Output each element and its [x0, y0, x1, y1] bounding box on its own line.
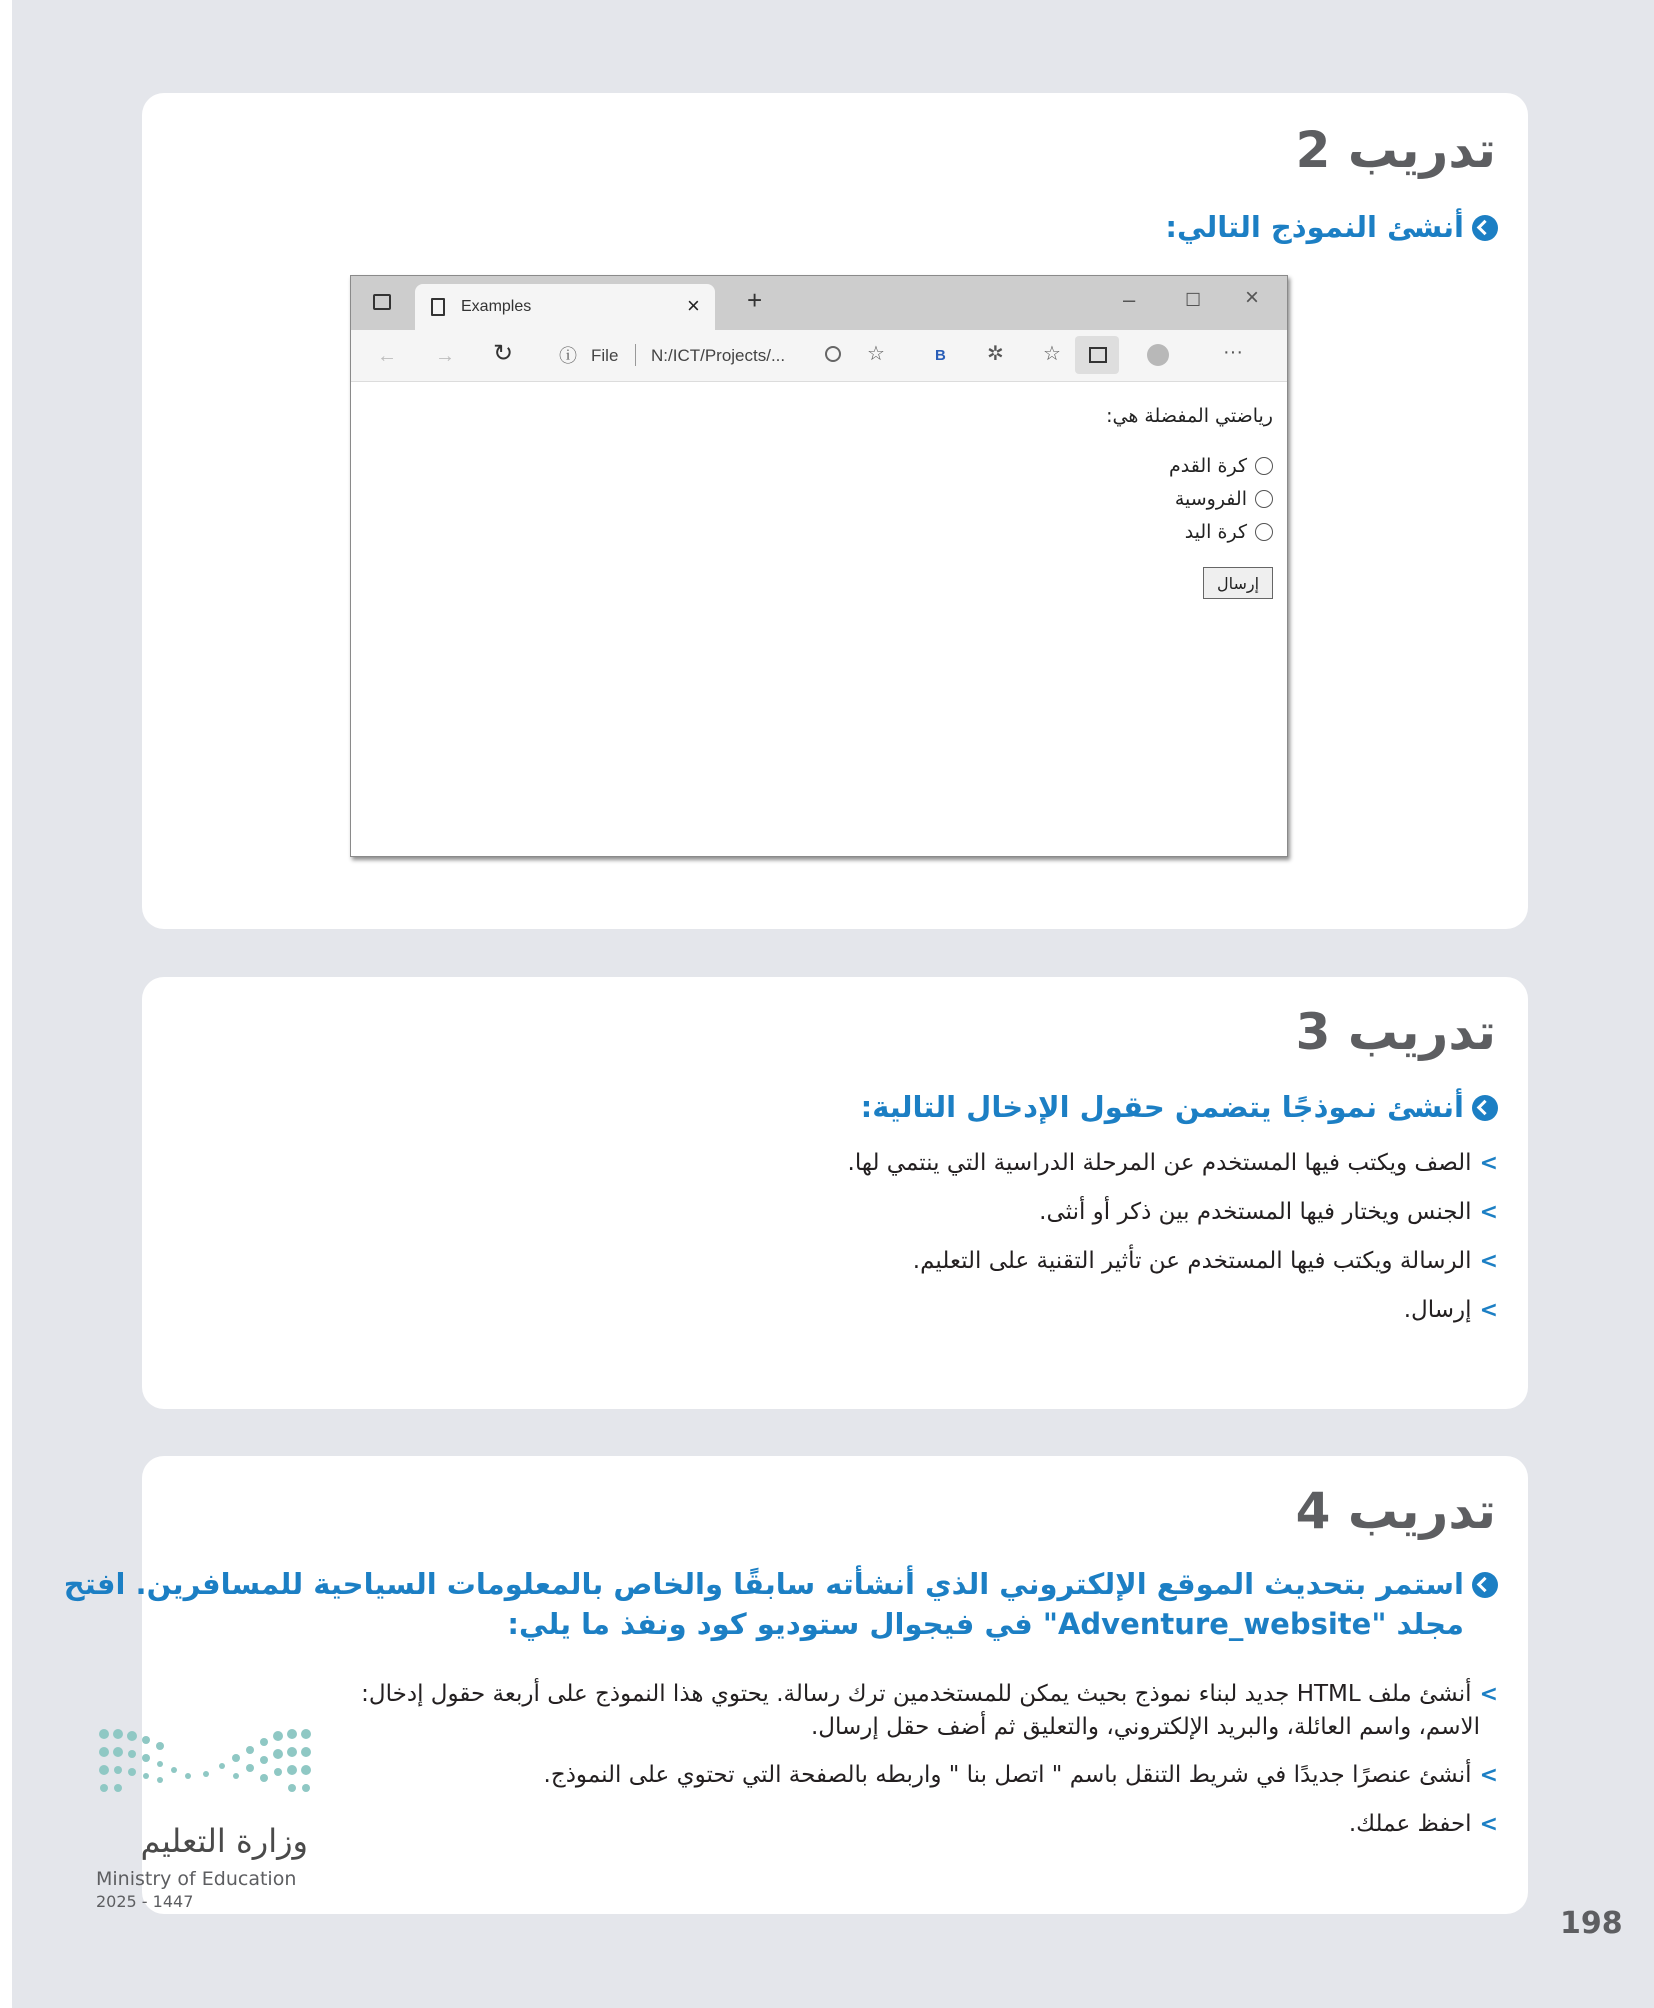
favorite-star-icon[interactable]: ☆ — [867, 343, 885, 365]
bullet-arrow-icon: > — [1479, 1249, 1498, 1274]
radio-option-equestrian[interactable]: الفروسية — [1175, 488, 1273, 510]
bullet-arrow-icon: > — [1479, 1200, 1498, 1225]
info-icon: ⓘ — [559, 346, 577, 366]
exercise-3-title: تدريب 3 — [1295, 1003, 1496, 1061]
sidebar-toggle-icon[interactable] — [373, 294, 391, 310]
bullet-arrow-icon: > — [1479, 1682, 1498, 1707]
exercise-2-title: تدريب 2 — [1295, 121, 1496, 179]
address-bar[interactable]: N:/ICT/Projects/... — [651, 346, 786, 365]
collections-icon — [1089, 347, 1107, 363]
list-item: >الرسالة ويكتب فيها المستخدم عن تأثير التقنية على التعليم. — [912, 1248, 1498, 1274]
address-separator — [635, 344, 636, 366]
close-window-icon[interactable]: × — [1245, 284, 1260, 311]
radio-button[interactable] — [1255, 457, 1273, 475]
radio-option-handball[interactable]: كرة اليد — [1185, 521, 1273, 543]
page-margin — [0, 0, 12, 2008]
minimize-icon[interactable]: – — [1123, 287, 1136, 312]
more-menu-icon[interactable]: ··· — [1223, 341, 1243, 363]
page-number: 198 — [1560, 1906, 1623, 1941]
exercise-4-instruction: استمر بتحديث الموقع الإلكتروني الذي أنشأته سابقًا والخاص بالمعلومات السياحية للمسافرين. افتح مجلد "Adventure_website" في فيجوال ستوديو كود ونفذ ما يلي: — [64, 1564, 1498, 1644]
list-item: >الجنس ويختار فيها المستخدم بين ذكر أو أنثى. — [1039, 1199, 1498, 1225]
maximize-icon[interactable]: ☐ — [1185, 290, 1202, 310]
ministry-dots-icon — [96, 1724, 316, 1814]
exercise-3-list — [848, 1147, 1498, 1343]
refresh-icon[interactable]: ↻ — [493, 340, 514, 367]
bullet-arrow-icon: > — [1479, 1298, 1498, 1323]
radio-button[interactable] — [1255, 523, 1273, 541]
extension-puzzle-icon[interactable]: ✲ — [987, 343, 1004, 365]
chevron-circle-icon — [1472, 215, 1498, 241]
browser-toolbar — [351, 330, 1287, 382]
new-tab-icon[interactable]: + — [747, 285, 763, 315]
zoom-icon[interactable] — [825, 346, 841, 362]
browser-tab[interactable] — [415, 284, 715, 330]
exercise-4-title: تدريب 4 — [1295, 1482, 1496, 1540]
browser-screenshot — [350, 275, 1288, 857]
ministry-name-arabic: وزارة التعليم — [140, 1822, 308, 1860]
radio-option-football[interactable]: كرة القدم — [1169, 455, 1273, 477]
exercise-2-card — [142, 93, 1528, 929]
exercise-4-list — [361, 1678, 1498, 1857]
bullet-arrow-icon: > — [1479, 1151, 1498, 1176]
list-item: >الصف ويكتب فيها المستخدم عن المرحلة الدراسية التي ينتمي لها. — [847, 1150, 1498, 1176]
forward-icon[interactable]: → — [435, 345, 455, 367]
ministry-logo — [96, 1724, 316, 1924]
favorites-icon[interactable]: ☆ — [1043, 343, 1061, 365]
bullet-arrow-icon: > — [1479, 1812, 1498, 1837]
exercise-4-card — [63, 1456, 1528, 1914]
submit-button[interactable]: إرسال — [1203, 567, 1273, 599]
radio-button[interactable] — [1255, 490, 1273, 508]
browser-content — [351, 383, 1287, 857]
extension-b-icon[interactable]: B — [935, 347, 946, 364]
page-icon — [431, 298, 445, 316]
file-label: File — [591, 346, 619, 365]
browser-tabbar — [351, 276, 1287, 330]
back-icon[interactable]: ← — [377, 345, 397, 367]
exercise-3-card — [142, 977, 1528, 1409]
exercise-3-instruction: أنشئ نموذجًا يتضمن حقول الإدخال التالية: — [861, 1087, 1498, 1127]
list-item: >احفظ عملك. — [1348, 1811, 1498, 1837]
exercise-2-instruction: أنشئ النموذج التالي: — [1165, 207, 1498, 247]
list-item: >إرسال. — [1403, 1297, 1498, 1323]
close-tab-icon[interactable]: × — [687, 293, 700, 318]
profile-avatar-icon[interactable] — [1147, 344, 1169, 366]
tab-label: Examples — [461, 298, 532, 315]
form-question-label: رياضتي المفضلة هي: — [1106, 405, 1273, 427]
list-item: >أنشئ عنصرًا جديدًا في شريط التنقل باسم " اتصل بنا " واربطه بالصفحة التي تحتوي على النموذج. — [543, 1762, 1498, 1788]
chevron-circle-icon — [1472, 1572, 1498, 1598]
ministry-name-english: Ministry of Education — [96, 1868, 297, 1890]
bullet-arrow-icon: > — [1479, 1763, 1498, 1788]
ministry-year: 2025 - 1447 — [96, 1892, 194, 1911]
list-item: >أنشئ ملف HTML جديد لبناء نموذج بحيث يمكن للمستخدمين ترك رسالة. يحتوي هذا النموذج على أربعة حقول إدخال: الاسم، واسم العائلة، والبريد الإلكتروني، والتعليق ثم أضف حقل إرسال. — [361, 1681, 1498, 1740]
chevron-circle-icon — [1472, 1095, 1498, 1121]
